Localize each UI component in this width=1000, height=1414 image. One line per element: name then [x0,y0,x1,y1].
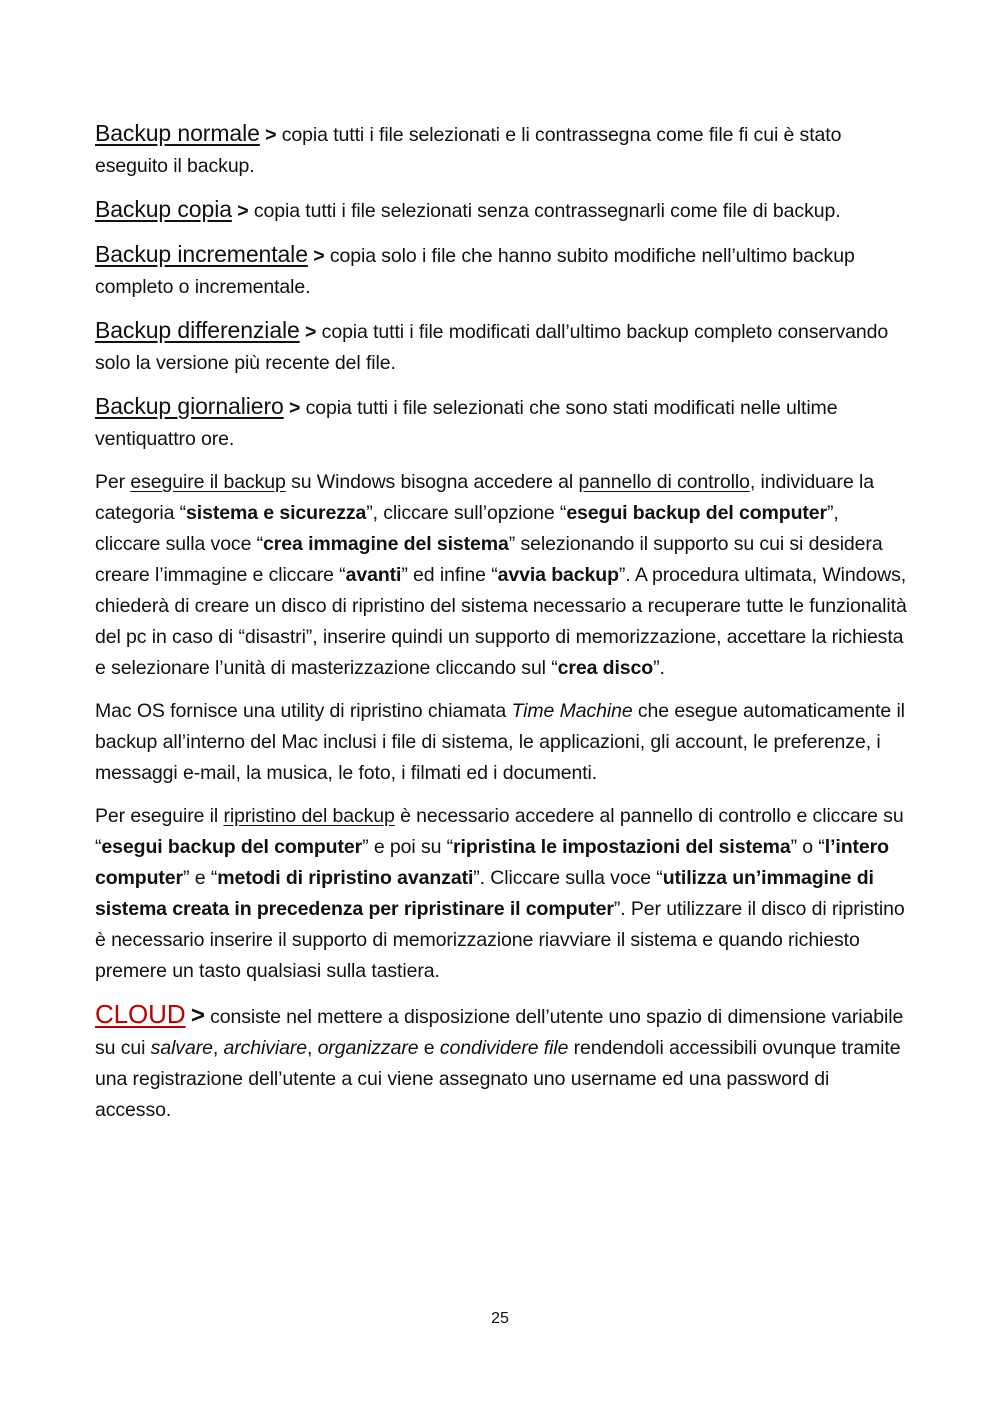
text-run: , individuare la categoria “ [95,471,874,524]
definition-text: copia solo i file che hanno subito modifiche nell’ultimo backup completo o incrementale. [95,245,855,298]
text-run: ”. Cliccare sulla voce “ [473,867,663,889]
text-run: ”. [653,657,665,679]
text-run: Per eseguire il [95,805,224,827]
definition-term: Backup copia [95,196,232,222]
definition-term: Backup normale [95,120,260,146]
text-run: ” selezionando il supporto su cui si desidera creare l’immagine e cliccare “ [95,533,883,586]
cloud-paragraph [95,999,907,1126]
text-run: ”. A procedura ultimata, Windows, chiederà di creare un disco di ripristino del sistema necessario a recuperare tutte le funzionalità del pc in caso di “disastri”, inserire quindi un supporto di memorizzazione, accettare la richiesta e selezionare l’unità di masterizzazione cliccando sul “ [95,564,907,679]
backup-definition [95,315,907,379]
text-run: e [418,1037,440,1059]
backup-definition [95,118,907,182]
italic-text: archiviare [223,1037,308,1059]
bold-text: avanti [345,564,402,586]
bold-text: avvia backup [497,564,619,586]
definition-term: Backup differenziale [95,317,300,343]
bold-text: crea disco [557,657,654,679]
text-run: su Windows bisogna accedere al [285,471,579,493]
underlined-text: ripristino del backup [223,805,395,827]
text-run: , [307,1037,318,1059]
definition-term: Backup giornaliero [95,393,284,419]
italic-text: condividere file [439,1037,569,1059]
page-number: 25 [491,1310,509,1327]
bold-text: l’intero computer [95,836,889,889]
text-run: che esegue automaticamente il backup all’interno del Mac inclusi i file di sistema, le applicazioni, gli account, le preferenze, i messaggi e-mail, la musica, le foto, i filmati ed i documenti. [95,700,905,784]
bold-text: esegui backup del computer [101,836,363,858]
bold-text: sistema e sicurezza [186,502,367,524]
italic-text: Time Machine [511,700,633,722]
text-run: ” e poi su “ [362,836,454,858]
definition-text: copia tutti i file selezionati che sono stati modificati nelle ultime ventiquattro ore. [95,397,838,450]
text-run: ” e “ [183,867,218,889]
bold-text: utilizza un’immagine di sistema creata in precedenza per ripristinare il computer [95,867,874,920]
definition-separator: > [313,245,325,267]
mac-backup-paragraph [95,696,907,789]
bold-text: ripristina le impostazioni del sistema [453,836,791,858]
text-run: consiste nel mettere a disposizione dell’utente uno spazio di dimensione variabile su cui [95,1006,904,1059]
definition-term: Backup incrementale [95,241,308,267]
bold-text: metodi di ripristino avanzati [217,867,474,889]
backup-definition [95,391,907,455]
underlined-text: eseguire il backup [130,471,286,493]
definition-text: copia tutti i file modificati dall’ultimo backup completo conservando solo la versione più recente del file. [95,321,889,374]
italic-text: salvare [150,1037,213,1059]
bold-text: esegui backup del computer [566,502,828,524]
text-run: ” ed infine “ [401,564,498,586]
definition-separator: > [190,1002,205,1029]
definition-separator: > [289,397,301,419]
text-run: Mac OS fornisce una utility di ripristino chiamata [95,700,512,722]
definition-text: copia tutti i file selezionati e li contrassegna come file fi cui è stato eseguito il backup. [95,124,842,177]
cloud-term: CLOUD [95,999,186,1029]
windows-backup-paragraph [95,467,907,684]
italic-text: organizzare [317,1037,419,1059]
definition-separator: > [265,124,277,146]
text-run: ”, cliccare sull’opzione “ [366,502,567,524]
definition-separator: > [237,200,249,222]
restore-backup-paragraph [95,801,907,987]
text-run: ”, cliccare sulla voce “ [95,502,839,555]
text-run: è necessario accedere al pannello di controllo e cliccare su “ [95,805,904,858]
text-run: rendendoli accessibili ovunque tramite una registrazione dell’utente a cui viene assegnato uno username ed una password di accesso. [95,1037,901,1121]
text-run: , [212,1037,224,1059]
text-run: ” o “ [790,836,825,858]
text-run: Per [95,471,131,493]
page-body [95,118,907,1138]
backup-definition [95,194,907,227]
definition-separator: > [305,321,317,343]
backup-definition [95,239,907,303]
text-run: ”. Per utilizzare il disco di ripristino è necessario inserire il supporto di memorizzazione riavviare il sistema e quando richiesto premere un tasto qualsiasi sulla tastiera. [95,898,905,982]
bold-text: crea immagine del sistema [263,533,509,555]
definition-text: copia tutti i file selezionati senza contrassegnarli come file di backup. [253,200,841,222]
underlined-text: pannello di controllo [578,471,750,493]
